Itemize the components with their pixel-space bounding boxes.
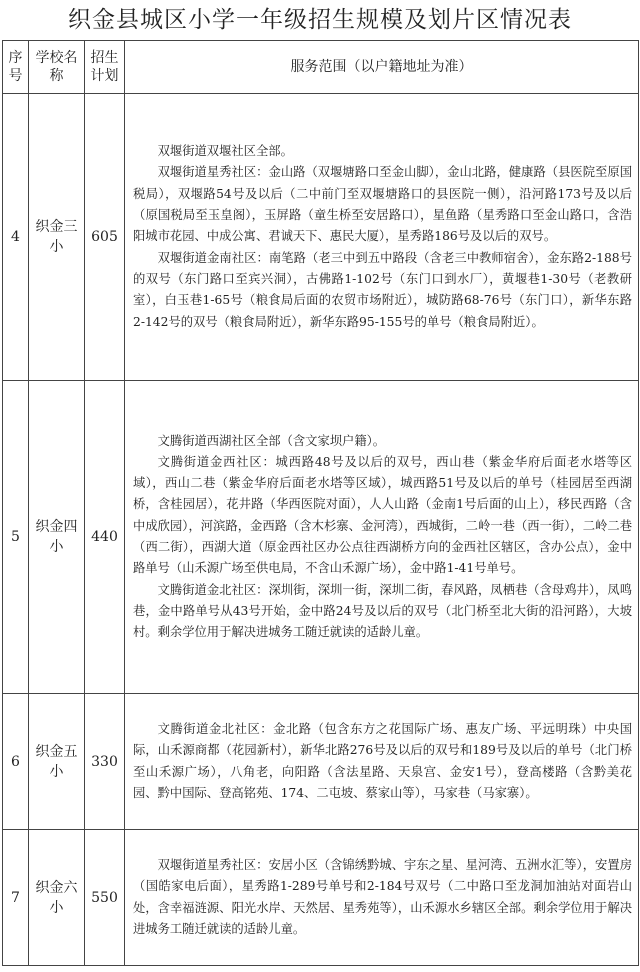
row-scope bbox=[125, 694, 639, 830]
scope-paragraph: 双堰街道星秀社区：安居小区（含锦绣黔城、宇东之星、星河湾、五洲水汇等），安置房（国皓家电后面），星秀路1-289号单号和2-184号双号（二中路口至龙洞加油站对面岩山处，含幸福涟源、阳光水岸、天然居、星秀苑等），山禾源水乡辖区全部。剩余学位用于解决进城务工随迁就读的适龄儿童。 bbox=[133, 857, 632, 936]
scope-paragraph: 文腾街道金西社区：城西路48号及以后的双号，西山巷（紫金华府后面老水塔等区域），西山二巷（紫金华府后面老水塔等区域），城西路51号及以后的单号（桂园居至西湖桥，含桂园居），花井路（华西医院对面），人人山路（金南1号后面的山上），移民西路（含中成欣园），河滨路，金西路（含木杉寨、金河湾），西城街，二岭一巷（西一街），二岭二巷（西二街），西湖大道（原金西社区办公点往西湖桥方向的金西社区辖区，含办公点），金中路单号（山禾源广场至供电局，不含山禾源广场），金中路1-41号单号。 bbox=[133, 454, 632, 576]
scope-paragraph: 文腾街道金北社区：深圳街，深圳一街，深圳二街，春风路，凤栖巷（含母鸡井），凤鸣巷，金中路单号从43号开始，金中路24号及以后的双号（北门桥至北大街的沿河路），大坡村。剩余学位用于解决进城务工随迁就读的适龄儿童。 bbox=[133, 582, 632, 640]
row-scope bbox=[125, 830, 639, 966]
scope-paragraph: 双堰街道双堰社区全部。 bbox=[157, 144, 293, 159]
row-seq: 7 bbox=[3, 830, 29, 966]
scope-paragraph: 文腾街道西湖社区全部（含文家坝户籍）。 bbox=[157, 433, 386, 448]
table-row bbox=[3, 381, 639, 694]
row-plan: 605 bbox=[85, 94, 125, 381]
header-scope: 服务范围（以户籍地址为准） bbox=[125, 41, 639, 94]
enrollment-table bbox=[2, 40, 639, 966]
row-school: 织金六小 bbox=[29, 830, 85, 966]
header-school: 学校名称 bbox=[29, 41, 85, 94]
row-seq: 6 bbox=[3, 694, 29, 830]
table-header-row bbox=[3, 41, 639, 94]
scope-paragraph: 双堰街道金南社区：南笔路（老三中到五中路段（含老三中教师宿舍），金东路2-188号的双号（东门路口至宾兴洞），古佛路1-102号（东门口到水厂），黄堰巷1-30号（老教研室），白玉巷1-65号（粮食局后面的农贸市场附近），城防路68-76号（东门口），新华东路2-142号的双号（粮食局附近），新华东路95-155号的单号（粮食局附近）。 bbox=[133, 250, 632, 329]
row-school: 织金四小 bbox=[29, 381, 85, 694]
row-school: 织金三小 bbox=[29, 94, 85, 381]
row-scope bbox=[125, 94, 639, 381]
scope-paragraph: 双堰街道星秀社区：金山路（双堰塘路口至金山脚），金山北路，健康路（县医院至原国税局），双堰路54号及以后（二中前门至双堰塘路口的县医院一侧），沿河路173号及以后（原国税局至玉皇阁），玉屏路（童生桥至安居路口），星鱼路（星秀路口至金山路口，含浩阳城市花园、中成公寓、君诚天下、惠民大厦），星秀路186号及以后的双号。 bbox=[133, 165, 632, 244]
header-plan: 招生计划 bbox=[85, 41, 125, 94]
table-row bbox=[3, 94, 639, 381]
row-plan: 550 bbox=[85, 830, 125, 966]
table-row bbox=[3, 694, 639, 830]
page-title: 织金县城区小学一年级招生规模及划片区情况表 bbox=[68, 7, 572, 33]
row-seq: 5 bbox=[3, 381, 29, 694]
scope-paragraph: 文腾街道金北社区：金北路（包含东方之花国际广场、惠友广场、平远明珠）中央国际，山禾源商都（花园新村），新华北路276号及以后的双号和189号及以后的单号（北门桥至山禾源广场），八角老，向阳路（含法星路、天泉宫、金安1号），登高楼路（含黔美花园、黔中国际、登高铭苑、174、二屯坡、蔡家山等），马家巷（马家寨）。 bbox=[133, 721, 632, 800]
row-scope bbox=[125, 381, 639, 694]
row-plan: 440 bbox=[85, 381, 125, 694]
header-seq: 序号 bbox=[3, 41, 29, 94]
table-row bbox=[3, 830, 639, 966]
row-plan: 330 bbox=[85, 694, 125, 830]
row-school: 织金五小 bbox=[29, 694, 85, 830]
row-seq: 4 bbox=[3, 94, 29, 381]
